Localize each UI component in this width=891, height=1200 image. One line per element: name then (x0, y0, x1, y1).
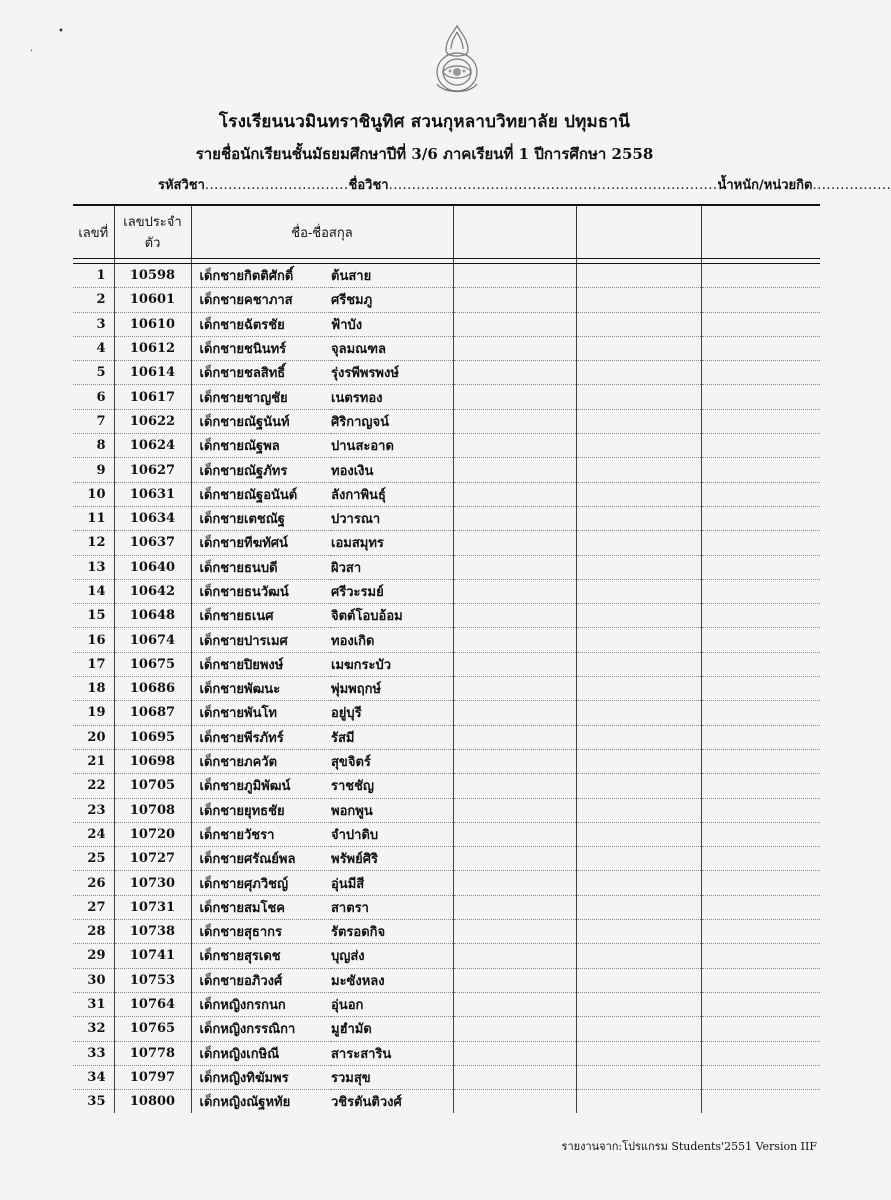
student-last-name: รัตรอดกิจ (331, 920, 453, 944)
blank-cell (576, 677, 701, 701)
blank-cell (701, 701, 820, 725)
student-first-name: เด็กชายสุธากร (191, 920, 331, 944)
blank-cell (576, 774, 701, 798)
row-number: 13 (73, 555, 114, 579)
student-last-name: พุ่มพฤกษ์ (331, 677, 453, 701)
blank-cell (453, 677, 576, 701)
subject-fields-line: รหัสวิชา...............................ชื่อวิชา.......................................................................น้ำหนัก/หน่วยกิต................. (158, 178, 891, 193)
row-number: 27 (73, 895, 114, 919)
table-row (73, 774, 820, 798)
student-last-name: จิตต์โอบอ้อม (331, 604, 453, 628)
student-id: 10637 (114, 531, 191, 555)
row-number: 4 (73, 336, 114, 360)
student-id: 10731 (114, 895, 191, 919)
blank-cell (701, 652, 820, 676)
blank-cell (701, 749, 820, 773)
document-subtitle: รายชื่อนักเรียนชั้นมัธยมศึกษาปีที่ 3/6 ภาคเรียนที่ 1 ปีการศึกษา 2558 (195, 145, 654, 163)
blank-cell (576, 749, 701, 773)
student-id: 10624 (114, 434, 191, 458)
table-row (73, 385, 820, 409)
student-id: 10705 (114, 774, 191, 798)
student-last-name: ทองเกิด (331, 628, 453, 652)
row-number: 15 (73, 604, 114, 628)
student-id: 10627 (114, 458, 191, 482)
blank-cell (453, 1017, 576, 1041)
row-number: 9 (73, 458, 114, 482)
student-id: 10730 (114, 871, 191, 895)
blank-cell (453, 604, 576, 628)
row-number: 25 (73, 847, 114, 871)
blank-cell (576, 385, 701, 409)
row-number: 7 (73, 409, 114, 433)
student-first-name: เด็กหญิงณัฐหทัย (191, 1090, 331, 1114)
student-id: 10695 (114, 725, 191, 749)
blank-cell (453, 774, 576, 798)
col-header-blank-2 (576, 205, 701, 259)
student-first-name: เด็กหญิงเกษิณี (191, 1041, 331, 1065)
student-id: 10601 (114, 288, 191, 312)
scan-speck: · (30, 46, 34, 57)
student-id: 10631 (114, 482, 191, 506)
student-id: 10610 (114, 312, 191, 336)
blank-cell (453, 822, 576, 846)
student-first-name: เด็กหญิงทิฆัมพร (191, 1065, 331, 1089)
row-number: 28 (73, 920, 114, 944)
student-id: 10675 (114, 652, 191, 676)
row-number: 21 (73, 749, 114, 773)
blank-cell (701, 992, 820, 1016)
table-row (73, 798, 820, 822)
row-number: 8 (73, 434, 114, 458)
blank-cell (453, 701, 576, 725)
table-row (73, 458, 820, 482)
student-last-name: พรัพย์ศิริ (331, 847, 453, 871)
blank-cell (453, 725, 576, 749)
student-last-name: ทองเงิน (331, 458, 453, 482)
student-last-name: สาระสาริน (331, 1041, 453, 1065)
row-number: 35 (87, 1094, 106, 1110)
student-id: 10634 (114, 506, 191, 530)
blank-cell (701, 1065, 820, 1089)
blank-cell (701, 506, 820, 530)
table-row (73, 895, 820, 919)
student-last-name: จำปาดิบ (331, 822, 453, 846)
blank-cell (701, 920, 820, 944)
student-last-name: เอมสมุทร (331, 531, 453, 555)
row-number: 2 (73, 288, 114, 312)
blank-cell (453, 1041, 576, 1065)
blank-cell (453, 895, 576, 919)
blank-cell (576, 336, 701, 360)
row-number: 34 (73, 1065, 114, 1089)
blank-cell (576, 1065, 701, 1089)
student-first-name: เด็กชายชนินทร์ (191, 336, 331, 360)
credit-label: น้ำหนัก/หน่วยกิต (717, 178, 813, 193)
table-row (73, 920, 820, 944)
blank-cell (576, 482, 701, 506)
blank-cell (576, 458, 701, 482)
table-row (73, 531, 820, 555)
student-first-name: เด็กชายณัฐอนันต์ (191, 482, 331, 506)
blank-cell (453, 482, 576, 506)
student-id: 10614 (114, 361, 191, 385)
student-first-name: เด็กชายคชาภาส (191, 288, 331, 312)
blank-cell (453, 385, 576, 409)
student-first-name: เด็กหญิงกรกนก (191, 992, 331, 1016)
table-row (73, 822, 820, 846)
student-first-name: เด็กชายณัฐภัทร (191, 458, 331, 482)
blank-cell (701, 1090, 820, 1114)
table-row (73, 1017, 820, 1041)
student-last-name: ฟ้าบัง (331, 312, 453, 336)
table-row (73, 628, 820, 652)
student-last-name: ลังกาพินธุ์ (331, 482, 453, 506)
blank-cell (576, 701, 701, 725)
blank-cell (576, 361, 701, 385)
blank-cell (701, 264, 820, 288)
student-first-name: เด็กชายวัชรา (191, 822, 331, 846)
scan-speck: • (58, 26, 64, 37)
blank-cell (701, 482, 820, 506)
row-number: 17 (73, 652, 114, 676)
blank-cell (576, 652, 701, 676)
student-first-name: เด็กชายเตชณัฐ (191, 506, 331, 530)
col-header-blank-1 (453, 205, 576, 259)
blank-cell (576, 264, 701, 288)
blank-cell (701, 1017, 820, 1041)
student-id: 10800 (114, 1090, 191, 1114)
row-number: 29 (73, 944, 114, 968)
blank-cell (701, 944, 820, 968)
blank-cell (576, 895, 701, 919)
student-first-name: เด็กชายธนวัฒน์ (191, 579, 331, 603)
row-number: 16 (73, 628, 114, 652)
student-last-name: ปวารณา (331, 506, 453, 530)
student-first-name: เด็กชายภควัต (191, 749, 331, 773)
table-row (73, 725, 820, 749)
student-id: 10741 (114, 944, 191, 968)
student-first-name: เด็กชายชลสิทธิ์ (191, 361, 331, 385)
table-row (73, 992, 820, 1016)
student-id: 10764 (114, 992, 191, 1016)
blank-cell (576, 920, 701, 944)
student-id: 10598 (114, 264, 191, 288)
table-row (73, 506, 820, 530)
blank-cell (453, 652, 576, 676)
table-row (73, 288, 820, 312)
student-first-name: เด็กชายสุรเดช (191, 944, 331, 968)
table-row (73, 1065, 820, 1089)
student-first-name: เด็กชายปิยพงษ์ (191, 652, 331, 676)
blank-cell (453, 944, 576, 968)
student-id: 10727 (114, 847, 191, 871)
blank-cell (576, 1090, 701, 1114)
student-first-name: เด็กชายอภิวงศ์ (191, 968, 331, 992)
blank-cell (453, 628, 576, 652)
blank-cell (701, 871, 820, 895)
blank-cell (576, 531, 701, 555)
table-row (73, 677, 820, 701)
student-id: 10698 (114, 749, 191, 773)
table-row (73, 749, 820, 773)
blank-cell (701, 385, 820, 409)
student-last-name: ศรีชมภู (331, 288, 453, 312)
blank-cell (701, 628, 820, 652)
blank-cell (701, 288, 820, 312)
table-row (73, 701, 820, 725)
blank-cell (576, 847, 701, 871)
row-number: 33 (73, 1041, 114, 1065)
col-header-blank-3 (701, 205, 820, 259)
student-last-name: อุ่นอก (331, 992, 453, 1016)
blank-cell (701, 895, 820, 919)
blank-cell (453, 458, 576, 482)
student-id: 10612 (114, 336, 191, 360)
blank-cell (701, 847, 820, 871)
blank-cell (576, 555, 701, 579)
row-number: 11 (73, 506, 114, 530)
table-row (73, 1090, 820, 1114)
blank-cell (701, 531, 820, 555)
blank-cell (453, 1090, 576, 1114)
student-id: 10617 (114, 385, 191, 409)
blank-cell (453, 361, 576, 385)
student-last-name: จุลมณฑล (331, 336, 453, 360)
student-id: 10642 (114, 579, 191, 603)
table-row (73, 847, 820, 871)
student-last-name: รวมสุข (331, 1065, 453, 1089)
blank-cell (701, 822, 820, 846)
col-header-number: เลขที่ (73, 205, 114, 259)
school-name: โรงเรียนนวมินทราชินูทิศ สวนกุหลาบวิทยาลัย ปทุมธานี (218, 112, 631, 132)
student-first-name: เด็กชายปารเมศ (191, 628, 331, 652)
blank-cell (701, 725, 820, 749)
student-id: 10708 (114, 798, 191, 822)
blank-cell (576, 871, 701, 895)
student-id: 10640 (114, 555, 191, 579)
blank-cell (453, 312, 576, 336)
student-first-name: เด็กชายพัฒนะ (191, 677, 331, 701)
student-first-name: เด็กหญิงกรรณิกา (191, 1017, 331, 1041)
blank-cell (453, 531, 576, 555)
blank-cell (701, 434, 820, 458)
school-seal-logo (432, 24, 482, 96)
student-last-name: รัสมี (331, 725, 453, 749)
row-number: 26 (73, 871, 114, 895)
blank-cell (576, 312, 701, 336)
student-id: 10648 (114, 604, 191, 628)
student-id: 10622 (114, 409, 191, 433)
table-header-row (73, 205, 820, 259)
blank-cell (453, 749, 576, 773)
table-row (73, 482, 820, 506)
table-row (73, 312, 820, 336)
blank-cell (453, 555, 576, 579)
row-number: 23 (73, 798, 114, 822)
student-first-name: เด็กชายณัฐนันท์ (191, 409, 331, 433)
table-row (73, 944, 820, 968)
row-number: 18 (73, 677, 114, 701)
student-last-name: อุ่นมีสี (331, 871, 453, 895)
blank-cell (576, 288, 701, 312)
blank-cell (701, 555, 820, 579)
blank-cell (576, 992, 701, 1016)
table-row (73, 409, 820, 433)
blank-cell (453, 579, 576, 603)
student-first-name: เด็กชายยุทธชัย (191, 798, 331, 822)
student-first-name: เด็กชายธนบดี (191, 555, 331, 579)
student-first-name: เด็กชายณัฐพล (191, 434, 331, 458)
student-first-name: เด็กชายศรัณย์พล (191, 847, 331, 871)
blank-cell (453, 798, 576, 822)
table-row (73, 336, 820, 360)
row-number: 6 (73, 385, 114, 409)
row-number: 10 (73, 482, 114, 506)
student-id: 10753 (114, 968, 191, 992)
row-number: 31 (73, 992, 114, 1016)
blank-cell (576, 798, 701, 822)
blank-cell (453, 409, 576, 433)
student-first-name: เด็กชายภูมิพัฒน์ (191, 774, 331, 798)
row-number: 12 (73, 531, 114, 555)
blank-cell (576, 628, 701, 652)
student-first-name: เด็กชายพีรภัทร์ (191, 725, 331, 749)
table-row (73, 871, 820, 895)
subject-name-label: ชื่อวิชา (348, 178, 389, 193)
blank-cell (576, 968, 701, 992)
table-row (73, 361, 820, 385)
row-number: 19 (73, 701, 114, 725)
student-last-name: เมฆกระบัว (331, 652, 453, 676)
student-id: 10797 (114, 1065, 191, 1089)
student-last-name: สาตรา (331, 895, 453, 919)
table-row (73, 579, 820, 603)
table-row (73, 1041, 820, 1065)
blank-cell (576, 725, 701, 749)
student-last-name: รุ่งรพีพรพงษ์ (331, 361, 453, 385)
student-first-name: เด็กชายธเนศ (191, 604, 331, 628)
student-first-name: เด็กชายทีฆทัศน์ (191, 531, 331, 555)
blank-cell (701, 361, 820, 385)
student-id: 10687 (114, 701, 191, 725)
student-last-name: มะซังหลง (331, 968, 453, 992)
table-row (73, 434, 820, 458)
blank-cell (453, 506, 576, 530)
row-number: 3 (73, 312, 114, 336)
student-id: 10720 (114, 822, 191, 846)
blank-cell (453, 336, 576, 360)
student-last-name: บุญส่ง (331, 944, 453, 968)
student-first-name: เด็กชายพันโท (191, 701, 331, 725)
blank-cell (576, 944, 701, 968)
student-last-name: ศรีวะรมย์ (331, 579, 453, 603)
row-number: 14 (73, 579, 114, 603)
student-id: 10778 (114, 1041, 191, 1065)
col-header-full-name: ชื่อ-ชื่อสกุล (191, 205, 453, 259)
report-source-footer: รายงานจาก:โปรแกรม Students'2551 Version IIF (561, 1140, 817, 1153)
col-header-student-id: เลขประจำตัว (114, 205, 191, 259)
blank-cell (576, 1017, 701, 1041)
blank-cell (453, 1065, 576, 1089)
student-last-name: มูฮำมัด (331, 1017, 453, 1041)
student-last-name: ต้นสาย (331, 264, 453, 288)
student-first-name: เด็กชายกิตติศักดิ์ (191, 264, 331, 288)
student-first-name: เด็กชายฉัตรชัย (191, 312, 331, 336)
blank-cell (453, 264, 576, 288)
blank-cell (576, 409, 701, 433)
blank-cell (453, 871, 576, 895)
blank-cell (701, 336, 820, 360)
student-last-name: ราชชัญ (331, 774, 453, 798)
student-id: 10674 (114, 628, 191, 652)
student-list-table (73, 204, 820, 1113)
student-last-name: เนตรทอง (331, 385, 453, 409)
row-number: 5 (73, 361, 114, 385)
student-last-name: วชิรตันติวงศ์ (331, 1095, 402, 1111)
blank-cell (576, 822, 701, 846)
blank-cell (701, 774, 820, 798)
student-id: 10686 (114, 677, 191, 701)
row-number: 22 (73, 774, 114, 798)
blank-cell (453, 288, 576, 312)
blank-cell (576, 506, 701, 530)
blank-cell (701, 604, 820, 628)
blank-cell (453, 968, 576, 992)
blank-cell (701, 312, 820, 336)
blank-cell (453, 847, 576, 871)
row-number: 1 (73, 264, 114, 288)
student-id: 10738 (114, 920, 191, 944)
blank-cell (576, 434, 701, 458)
table-row (73, 652, 820, 676)
blank-cell (701, 579, 820, 603)
blank-cell (701, 1041, 820, 1065)
blank-cell (701, 968, 820, 992)
table-row (73, 604, 820, 628)
blank-cell (701, 458, 820, 482)
row-number: 24 (73, 822, 114, 846)
table-row (73, 555, 820, 579)
table-row (73, 264, 820, 288)
blank-cell (701, 409, 820, 433)
student-id: 10765 (114, 1017, 191, 1041)
student-last-name: อยู่บุรี (331, 701, 453, 725)
student-last-name: ผิวสา (331, 555, 453, 579)
student-last-name: ปานสะอาด (331, 434, 453, 458)
blank-cell (576, 604, 701, 628)
row-number: 20 (73, 725, 114, 749)
blank-cell (701, 798, 820, 822)
student-first-name: เด็กชายศุภวิชญ์ (191, 871, 331, 895)
student-first-name: เด็กชายชาญชัย (191, 385, 331, 409)
student-last-name: พอกพูน (331, 798, 453, 822)
table-row (73, 968, 820, 992)
student-last-name: สุขจิตร์ (331, 749, 453, 773)
student-first-name: เด็กชายสมโชค (191, 895, 331, 919)
row-number: 32 (73, 1017, 114, 1041)
blank-cell (453, 920, 576, 944)
subject-code-label: รหัสวิชา (158, 178, 205, 193)
blank-cell (453, 434, 576, 458)
blank-cell (576, 1041, 701, 1065)
blank-cell (576, 579, 701, 603)
row-number: 30 (73, 968, 114, 992)
blank-cell (701, 677, 820, 701)
student-last-name: ศิริกาญจน์ (331, 409, 453, 433)
blank-cell (453, 992, 576, 1016)
